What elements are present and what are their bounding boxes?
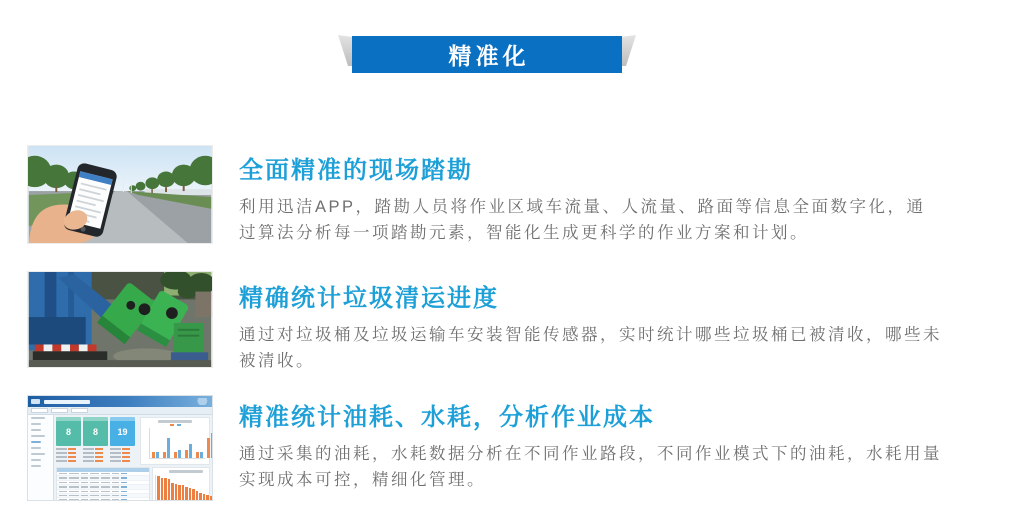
dashboard-sidebar-menu [28, 415, 54, 500]
bar-group [174, 450, 181, 458]
dashboard-filter-field [71, 408, 88, 413]
sidebar-menu-item-placeholder [31, 453, 45, 455]
dashboard-main-area [54, 415, 212, 500]
description-line: 过算法分析每一项踏勘元素，智能化生成更科学的作业方案和计划。 [239, 224, 809, 242]
feature-description [239, 441, 999, 493]
garbage-truck-bins-illustration [28, 272, 212, 367]
chart-title-placeholder [158, 420, 192, 423]
sidebar-menu-item-placeholder [31, 447, 41, 449]
hand-phone-street-illustration [28, 146, 212, 243]
description-line: 利用迅洁APP，踏勘人员将作业区域车流量、人流量、路面等信息全面数字化，通 [239, 198, 926, 216]
bar-group [196, 452, 203, 458]
sidebar-menu-item-placeholder [31, 429, 41, 431]
feature-cost-analysis [27, 395, 999, 501]
bar [185, 487, 188, 501]
analytics-dashboard-illustration [28, 396, 212, 500]
sidebar-menu-item-placeholder [31, 441, 41, 443]
description-line: 被清收。 [239, 352, 315, 370]
dashboard-header-bar [28, 396, 212, 407]
section-ribbon [336, 34, 638, 78]
stat-card-value: 8 [65, 427, 71, 437]
legend-blue-swatch [177, 424, 181, 426]
bar-group [163, 438, 170, 458]
stat-card-value: 19 [117, 427, 128, 437]
dashboard-descending-bar-chart [152, 467, 210, 501]
dashboard-stat-card [110, 417, 135, 446]
description-line: 实现成本可控，精细化管理。 [239, 471, 486, 489]
chart-legend [143, 424, 207, 426]
bar [168, 479, 171, 501]
bar [157, 476, 160, 501]
bar [182, 485, 185, 501]
dashboard-data-table [56, 467, 150, 501]
feature-description [239, 322, 999, 374]
ribbon-bar [352, 36, 622, 73]
dashboard-stat-rows [56, 448, 138, 464]
bar [178, 485, 181, 501]
chart-title-placeholder [169, 470, 203, 473]
bar [192, 489, 195, 501]
bar [199, 493, 202, 501]
sidebar-menu-item-placeholder [31, 423, 41, 425]
dashboard-title-placeholder [44, 400, 90, 404]
bar-group [207, 433, 213, 458]
stat-card-value: 8 [92, 427, 98, 437]
dashboard-screenshot [27, 395, 213, 501]
feature-heading: 全面精准的现场踏勘 [239, 157, 473, 184]
sidebar-menu-item-placeholder [31, 459, 41, 461]
feature-site-survey [27, 145, 999, 246]
description-line: 通过对垃圾桶及垃圾运输车安装智能传感器，实时统计哪些垃圾桶已被清收，哪些未 [239, 326, 942, 344]
bar [171, 483, 174, 501]
dashboard-logo [31, 399, 40, 404]
dashboard-header-decoration [187, 398, 209, 405]
bar [175, 484, 178, 501]
bar [203, 494, 206, 501]
feature-collection-progress [27, 271, 999, 374]
bar [189, 488, 192, 501]
dashboard-stat-card [56, 417, 81, 446]
description-line: 通过采集的油耗，水耗数据分析在不同作业路段，不同作业模式下的油耗，水耗用量 [239, 445, 942, 463]
sidebar-menu-item-placeholder [31, 417, 45, 419]
bar-group [152, 452, 159, 458]
bar [161, 478, 164, 501]
section-title: 精准化 [448, 43, 530, 69]
dashboard-filter-field [31, 408, 48, 413]
table-row [57, 498, 149, 501]
street-survey-photo [27, 145, 213, 244]
sidebar-menu-item-placeholder [31, 465, 41, 467]
garbage-truck-photo [27, 271, 213, 368]
bar-group [185, 444, 192, 458]
sidebar-menu-item-placeholder [31, 435, 45, 437]
feature-heading: 精确统计垃圾清运进度 [239, 285, 499, 312]
bar [210, 496, 213, 501]
dashboard-grouped-bar-chart [140, 417, 210, 465]
bar [206, 495, 209, 501]
dashboard-filter-field [51, 408, 68, 413]
dashboard-toolbar [28, 407, 212, 415]
feature-heading: 精准统计油耗、水耗，分析作业成本 [239, 404, 655, 431]
bar [196, 491, 199, 501]
feature-description [239, 194, 999, 246]
bar [164, 478, 167, 501]
legend-orange-swatch [170, 424, 174, 426]
dashboard-stat-card [83, 417, 108, 446]
dashboard-stat-cards [56, 417, 138, 446]
